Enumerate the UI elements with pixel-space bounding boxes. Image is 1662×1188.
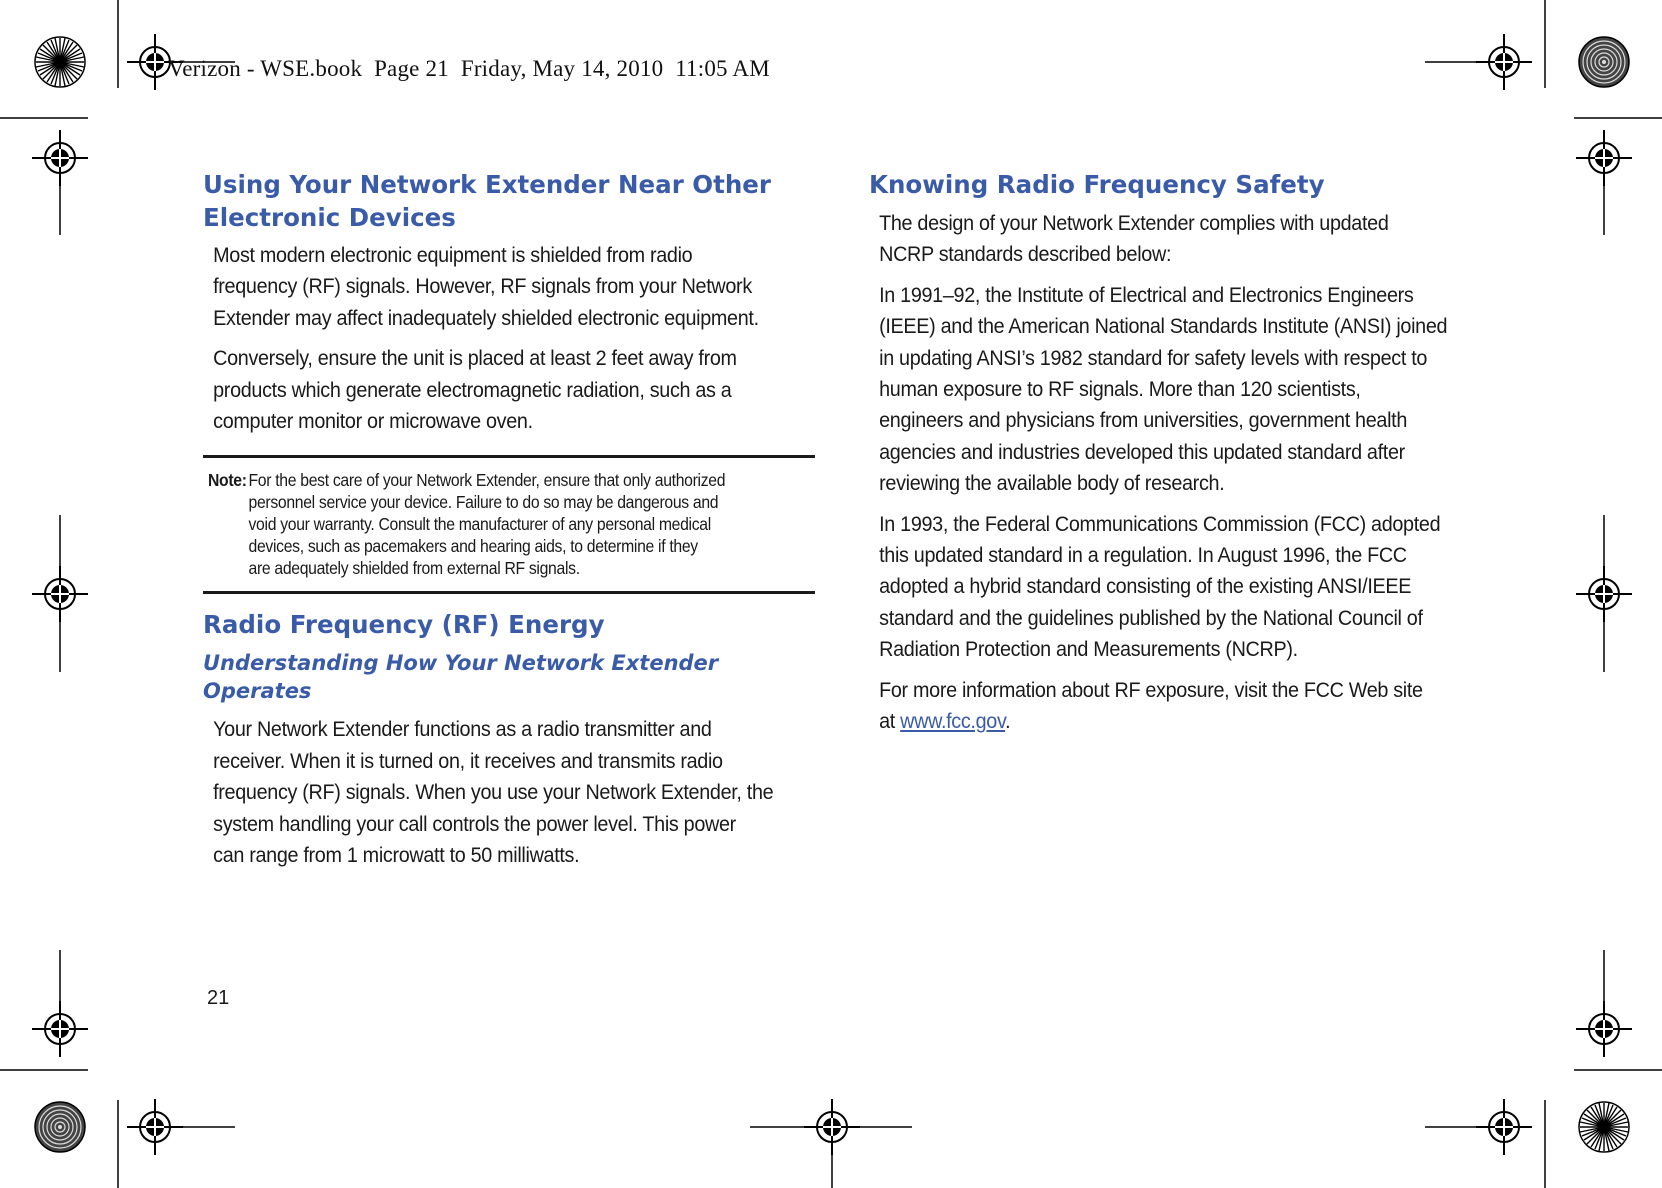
note-box: Note: For the best care of your Network Extender, ensure that only authorized personnel service your device. Failure to do so may be dangerous and void your warranty. Consult the manufacturer of any personal medical devices, such as pacemakers and hearing aids, to determine if they are adequately shielded from external RF signals. <box>203 455 815 594</box>
crosshair-mark <box>804 1099 860 1155</box>
paragraph-ncrp-design: The design of your Network Extender complies with updated NCRP standards described below: <box>879 211 1389 267</box>
crosshair-mark <box>1576 566 1632 622</box>
crosshair-mark <box>32 566 88 622</box>
fcc-website-link[interactable]: www.fcc.gov <box>900 709 1006 734</box>
section-heading-electronic-devices: Using Your Network Extender Near Other Electronic Devices <box>203 170 771 232</box>
crosshair-mark <box>127 1099 183 1155</box>
crosshair-mark <box>1576 130 1632 186</box>
paragraph-transmitter: Your Network Extender functions as a radio transmitter and receiver. When it is turned on, it receives and transmits radio frequency (RF) signals. When you use your Network Extender, the system handling your call controls the power level. This power can range from 1 microwatt to 50 milliwatts. <box>213 717 774 868</box>
paragraph-ieee-ansi: In 1991–92, the Institute of Electrical and Electronics Engineers (IEEE) and the American National Standards Institute (ANSI) joined in updating ANSI’s 1982 standard for safety levels with respect to human exposure to RF signals. More than 120 scientists, engineers and physicians from universities, government health agencies and industries developed this updated standard after reviewing the available body of research. <box>879 282 1448 496</box>
registration-star-mark <box>1579 1102 1629 1152</box>
section-heading-rf-energy: Radio Frequency (RF) Energy <box>203 610 605 640</box>
left-column <box>203 168 815 871</box>
paragraph-placement: Conversely, ensure the unit is placed at least 2 feet away from products which generate electromagnetic radiation, such as a computer monitor or microwave oven. <box>213 346 737 434</box>
paragraph-fcc-1993: In 1993, the Federal Communications Commission (FCC) adopted this updated standard in a regulation. In August 1996, the FCC adopted a hybrid standard consisting of the existing ANSI/IEEE standard and the guidelines published by the National Council of Radiation Protection and Measurements (NCRP). <box>879 511 1441 662</box>
crosshair-mark <box>1476 1099 1532 1155</box>
crosshair-mark <box>1476 34 1532 90</box>
paragraph-shielding: Most modern electronic equipment is shielded from radio frequency (RF) signals. However, RF signals from your Network Extender may affect inadequately shielded electronic equipment. <box>213 243 759 330</box>
section-heading-rf-safety: Knowing Radio Frequency Safety <box>869 170 1325 199</box>
registration-ring-mark <box>35 1102 85 1152</box>
paragraph-more-info: For more information about RF exposure, visit the FCC Web site at www.fcc.gov. <box>879 677 1423 734</box>
crosshair-mark <box>32 130 88 186</box>
crosshair-mark <box>1576 1001 1632 1057</box>
registration-star-mark <box>35 37 85 87</box>
subheading-how-it-operates: Understanding How Your Network Extender Operates <box>203 651 719 704</box>
right-column <box>869 168 1481 738</box>
print-slug-line: Verizon - WSE.book Page 21 Friday, May 14, 2010 11:05 AM <box>168 56 770 81</box>
registration-ring-mark <box>1579 37 1629 87</box>
crosshair-mark <box>32 1001 88 1057</box>
page-number: 21 <box>207 987 230 1009</box>
note-label: Note: <box>208 470 247 491</box>
